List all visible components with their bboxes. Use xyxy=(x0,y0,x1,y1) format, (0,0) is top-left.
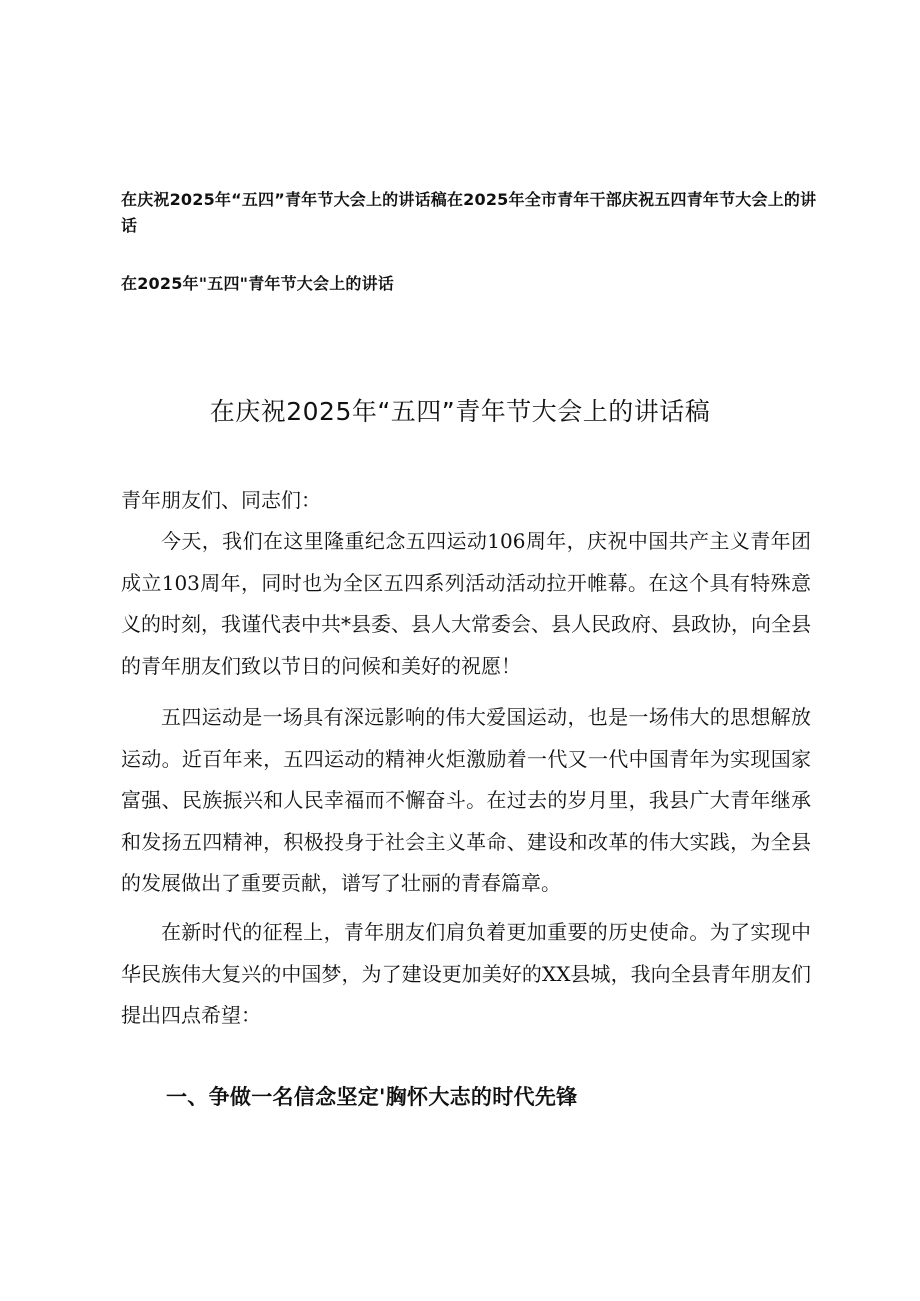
paragraph-3: 在新时代的征程上，青年朋友们肩负着更加重要的历史使命。为了实现中华民族伟大复兴的中国梦，为了建设更加美好的XX县城，我向全县青年朋友们提出四点希望： xyxy=(121,920,811,1028)
section-heading-1: 一、争做一名信念坚定'胸怀大志的时代先锋 xyxy=(166,1085,578,1109)
paragraph-1: 今天，我们在这里隆重纪念五四运动106周年，庆祝中国共产主义青年团成立103周年，同时也为全区五四系列活动活动拉开帷幕。在这个具有特殊意义的时刻，我谨代表中共*县委、县人大常委会、县人民政府、县政协，向全县的青年朋友们致以节日的问候和美好的祝愿！ xyxy=(121,529,811,678)
toc-entry-1[interactable]: 在庆祝2025年“五四”青年节大会上的讲话稿在2025年全市青年干部庆祝五四青年节大会上的讲话 xyxy=(121,190,817,235)
document-title: 在庆祝2025年“五四”青年节大会上的讲话稿 xyxy=(209,397,711,426)
salutation: 青年朋友们、同志们： xyxy=(121,488,321,512)
paragraph-2: 五四运动是一场具有深远影响的伟大爱国运动，也是一场伟大的思想解放运动。近百年来，五四运动的精神火炬激励着一代又一代中国青年为实现国家富强、民族振兴和人民幸福而不懈奋斗。在过去的岁月里，我县广大青年继承和发扬五四精神，积极投身于社会主义革命、建设和改革的伟大实践，为全县的发展做出了重要贡献，谱写了壮丽的青春篇章。 xyxy=(121,705,811,896)
toc-entry-2[interactable]: 在2025年"五四"青年节大会上的讲话 xyxy=(121,274,395,293)
